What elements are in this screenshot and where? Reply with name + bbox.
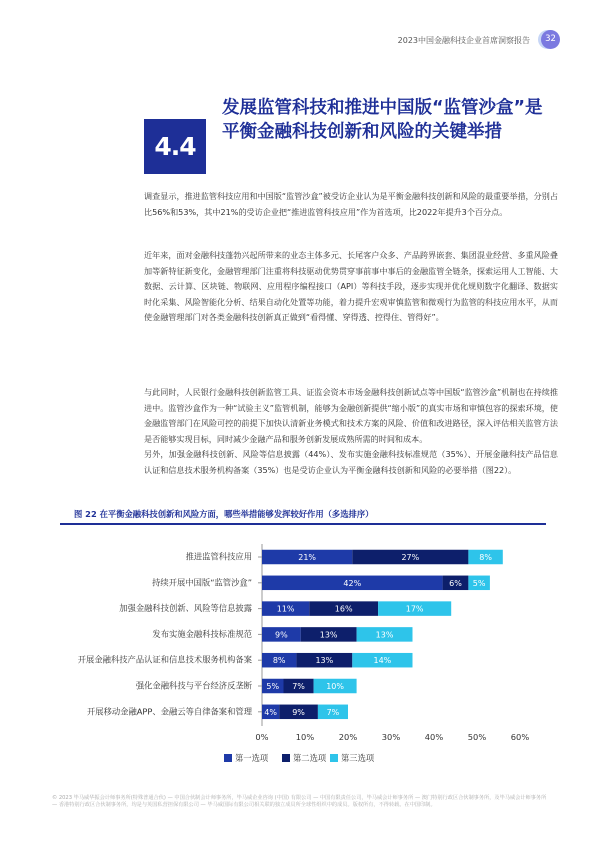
figure-title: 图 22 在平衡金融科技创新和风险方面，哪些举措能够发挥较好作用（多选排序） (74, 509, 374, 519)
data-label: 17% (405, 604, 424, 614)
section-number: 4.4 (144, 119, 206, 174)
data-label: 5% (472, 578, 486, 588)
stacked-bar-chart (0, 530, 600, 770)
section-title: 发展监管科技和推进中国版“监管沙盒”是平衡金融科技创新和风险的关键举措 (222, 98, 543, 142)
body-paragraph: 另外，加强金融科技创新、风险等信息披露（44%）、发布实施金融科技标准规范（35%）、开展金融科技产品信息认证和信息技术服务机构备案（35%）也是受访企业认为平衡金融科技创新和风险的必要举措（图22）。 (144, 449, 558, 475)
data-label: 7% (326, 707, 340, 717)
legend-label: 第二选项 (293, 753, 327, 763)
data-label: 6% (449, 578, 462, 588)
data-label: 27% (401, 553, 420, 562)
x-tick-label: 50% (467, 732, 487, 742)
data-label: 5% (266, 682, 280, 691)
x-tick-label: 30% (381, 732, 401, 742)
body-paragraph: 近年来，面对金融科技蓬勃兴起所带来的业态主体多元、长尾客户众多、产品跨界嵌套、集团混业经营、多重风险叠加等新特征新变化，金融管理部门注重将科技驱动优势贯穿事前事中事后的金融监管全链条，探索运用人工智能、大数据、云计算、区块链、物联网、应用程序编程接口（API）等科技手段，逐步实现并优化规则数字化翻译、数据实时化采集、风险智能化分析、结果自动化处置等功能，着力提升宏观审慎监管和微观行为监管的科技应用水平，从而使金融管理部门对各类金融科技创新真正做到“看得懂、穿得透、控得住、管得好”。 (144, 250, 558, 323)
data-label: 13% (319, 630, 338, 640)
category-label: 强化金融科技与平台经济反垄断 (135, 680, 252, 691)
category-label: 加强金融科技创新、风险等信息披露 (119, 603, 252, 614)
x-tick-label: 0% (255, 732, 269, 742)
body-paragraph: 调查显示，推进监管科技应用和中国版“监管沙盒”被受访企业认为是平衡金融科技创新和风险的最重要举措，分别占比56%和53%，其中21%的受访企业把“推进监管科技应用”作为首选项，比2022年提升3个百分点。 (144, 191, 558, 217)
legend-label: 第一选项 (235, 753, 269, 763)
legend-swatch (282, 754, 290, 762)
data-label: 11% (276, 604, 295, 614)
data-label: 10% (326, 682, 344, 691)
body-paragraph: 与此同时，人民银行金融科技创新监管工具、证监会资本市场金融科技创新试点等中国版“监管沙盒”机制也在持续推进中。监管沙盒作为一种“试验主义”监管机制，能够为金融创新提供“缩小版”的真实市场和审慎包容的探索环境，使金融监管部门在风险可控的前提下加快认清新业务模式和技术方案的风险、价值和改进路径，深入评估相关监管方法是否能够实现目标，同时减少金融产品和服务创新发展成熟所需的时间和成本。 (144, 387, 558, 444)
legend-swatch (330, 754, 338, 762)
data-label: 14% (373, 656, 392, 666)
data-label: 9% (292, 707, 305, 717)
data-label: 8% (272, 656, 286, 666)
data-label: 21% (298, 553, 317, 562)
data-label: 7% (292, 682, 305, 691)
category-label: 开展金融科技产品认证和信息技术服务机构备案 (77, 654, 252, 665)
x-tick-label: 60% (510, 732, 530, 742)
report-title: 2023中国金融科技企业首席洞察报告 (397, 36, 530, 45)
category-label: 开展移动金融APP、金融云等自律备案和管理 (86, 706, 252, 717)
data-label: 16% (334, 604, 353, 614)
category-label: 发布实施金融科技标准规范 (152, 628, 252, 639)
data-label: 9% (274, 630, 288, 640)
x-tick-label: 40% (424, 732, 444, 742)
category-label: 持续开展中国版“监管沙盒” (152, 577, 252, 588)
data-label: 13% (375, 630, 394, 640)
legend-label: 第三选项 (341, 753, 375, 763)
legend-swatch (224, 754, 232, 762)
x-tick-label: 20% (338, 732, 358, 742)
page-number-badge: 32 (541, 30, 560, 49)
data-label: 4% (264, 707, 277, 717)
data-label: 13% (315, 656, 334, 666)
copyright-footer: © 2023 毕马威华振会计师事务所(特殊普通合伙) — 中国合伙制会计师事务所，毕马威企业咨询 (中国) 有限公司 — 中国有限责任公司，毕马威会计师事务所 — 澳门特别行政区合伙制事务所，及毕马威会计师事务所 — 香港特别行政区合伙制事务所，均是与英国私营担保有限公司 — 毕马威国际有限公司相关联的独立成员所全球性组织中的成员。版权所有，不得转载。在中国印制。 (52, 795, 547, 809)
category-label: 推进监管科技应用 (185, 551, 252, 562)
figure-divider (60, 523, 546, 525)
data-label: 8% (479, 553, 492, 562)
data-label: 42% (343, 578, 362, 588)
x-tick-label: 10% (295, 732, 315, 742)
